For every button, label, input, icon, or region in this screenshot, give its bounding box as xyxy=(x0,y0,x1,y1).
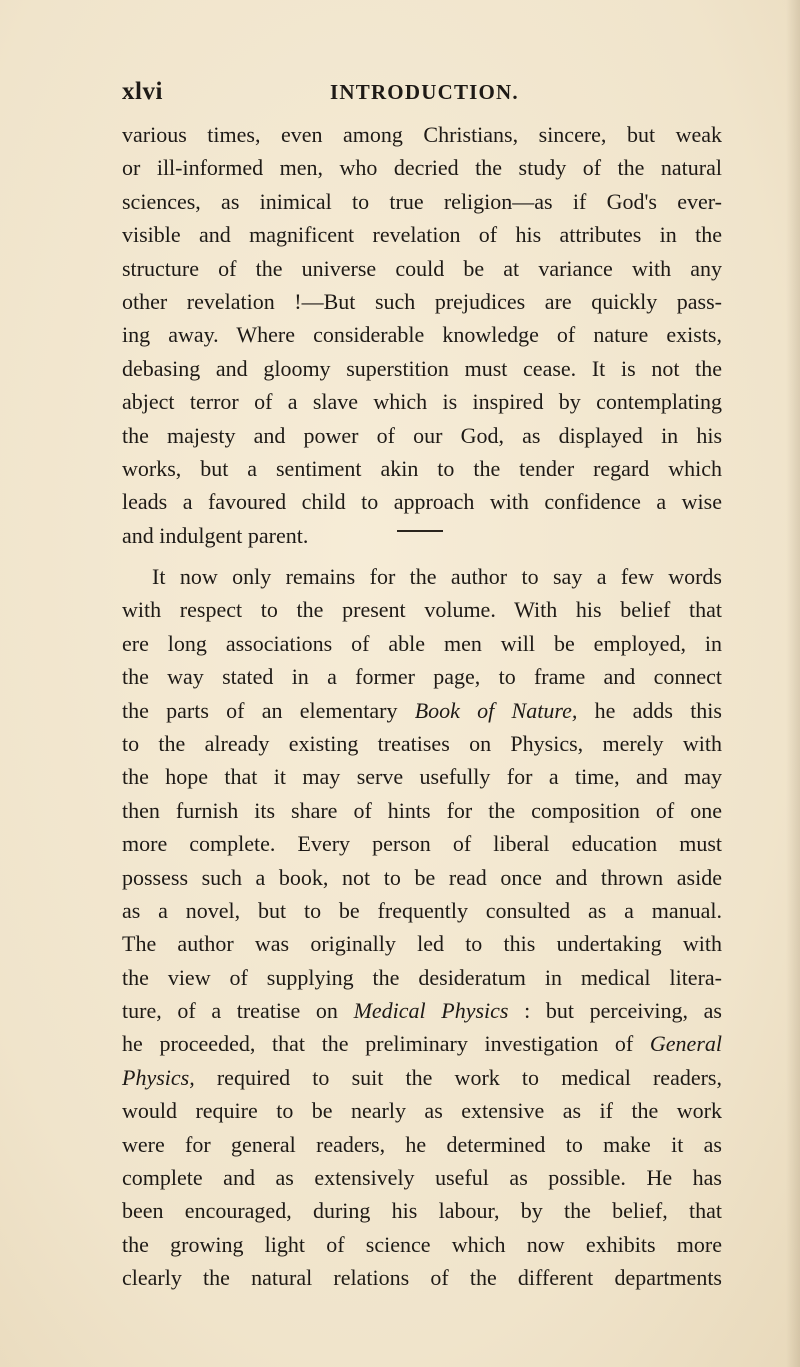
text-line xyxy=(122,1027,722,1060)
text-run: the parts of an elementary xyxy=(122,697,415,723)
text-line: and indulgent parent. xyxy=(122,522,309,548)
text-line: complete and as extensively useful as possible. He has xyxy=(122,1165,722,1191)
running-head: INTRODUCTION. xyxy=(330,80,519,104)
text-line: structure of the universe could be at variance with any xyxy=(122,255,722,281)
text-line xyxy=(122,694,722,727)
text-line: or ill-informed men, who decried the study of the natural xyxy=(122,155,722,181)
text-line: more complete. Every person of liberal education must xyxy=(122,831,722,857)
text-line: as a novel, but to be frequently consulted as a manual. xyxy=(122,897,722,923)
text-line: other revelation !—But such prejudices are quickly pass- xyxy=(122,288,722,314)
text-line xyxy=(122,1061,722,1094)
text-run: he adds this xyxy=(577,697,722,723)
text-run: required to suit the work to medical readers, xyxy=(194,1064,722,1090)
text-line: then furnish its share of hints for the composition of one xyxy=(122,797,722,823)
text-line: the majesty and power of our God, as displayed in his xyxy=(122,422,722,448)
paragraph-2 xyxy=(122,560,722,1295)
italic-term: Physics, xyxy=(122,1064,195,1090)
section-divider-rule xyxy=(397,530,443,532)
italic-term: General xyxy=(649,1031,722,1057)
paragraph-1 xyxy=(122,118,722,552)
text-line: would require to be nearly as extensive as if the work xyxy=(122,1098,722,1124)
book-title-italic: Medical Physics xyxy=(353,998,509,1024)
text-line: sciences, as inimical to true religion—as if God's ever- xyxy=(122,188,722,214)
text-line: ere long associations of able men will be employed, in xyxy=(122,630,722,656)
text-line: works, but a sentiment akin to the tender regard which xyxy=(122,455,722,481)
book-title-italic: Book of Nature, xyxy=(414,697,578,723)
text-line: debasing and gloomy superstition must cease. It is not the xyxy=(122,355,722,381)
text-line: the way stated in a former page, to frame and connect xyxy=(122,664,722,690)
text-line: visible and magnificent revelation of his attributes in the xyxy=(122,222,722,248)
text-run: : but perceiving, as xyxy=(508,998,722,1024)
page-number: xlvi xyxy=(122,78,163,105)
text-line: ing away. Where considerable knowledge of nature exists, xyxy=(122,322,722,348)
text-line: clearly the natural relations of the different departments xyxy=(122,1265,722,1291)
text-line: the view of supplying the desideratum in medical litera- xyxy=(122,964,722,990)
page-edge-shadow xyxy=(786,0,800,1367)
text-line: leads a favoured child to approach with confidence a wise xyxy=(122,489,722,515)
text-line: been encouraged, during his labour, by the belief, that xyxy=(122,1198,722,1224)
text-line: the growing light of science which now exhibits more xyxy=(122,1231,722,1257)
text-line: abject terror of a slave which is inspired by contemplating xyxy=(122,389,722,415)
text-line: to the already existing treatises on Physics, merely with xyxy=(122,730,722,756)
text-line: with respect to the present volume. With his belief that xyxy=(122,597,722,623)
text-line: possess such a book, not to be read once and thrown aside xyxy=(122,864,722,890)
text-run: he proceeded, that the preliminary investigation of xyxy=(122,1031,650,1057)
text-line: various times, even among Christians, sincere, but weak xyxy=(122,122,722,147)
text-line: were for general readers, he determined to make it as xyxy=(122,1131,722,1157)
page-header xyxy=(122,78,722,108)
text-line: It now only remains for the author to say a few words xyxy=(152,564,722,589)
text-line: The author was originally led to this undertaking with xyxy=(122,931,722,957)
text-line xyxy=(122,994,722,1027)
text-run: ture, of a treatise on xyxy=(122,998,354,1024)
text-line: the hope that it may serve usefully for a time, and may xyxy=(122,764,722,790)
